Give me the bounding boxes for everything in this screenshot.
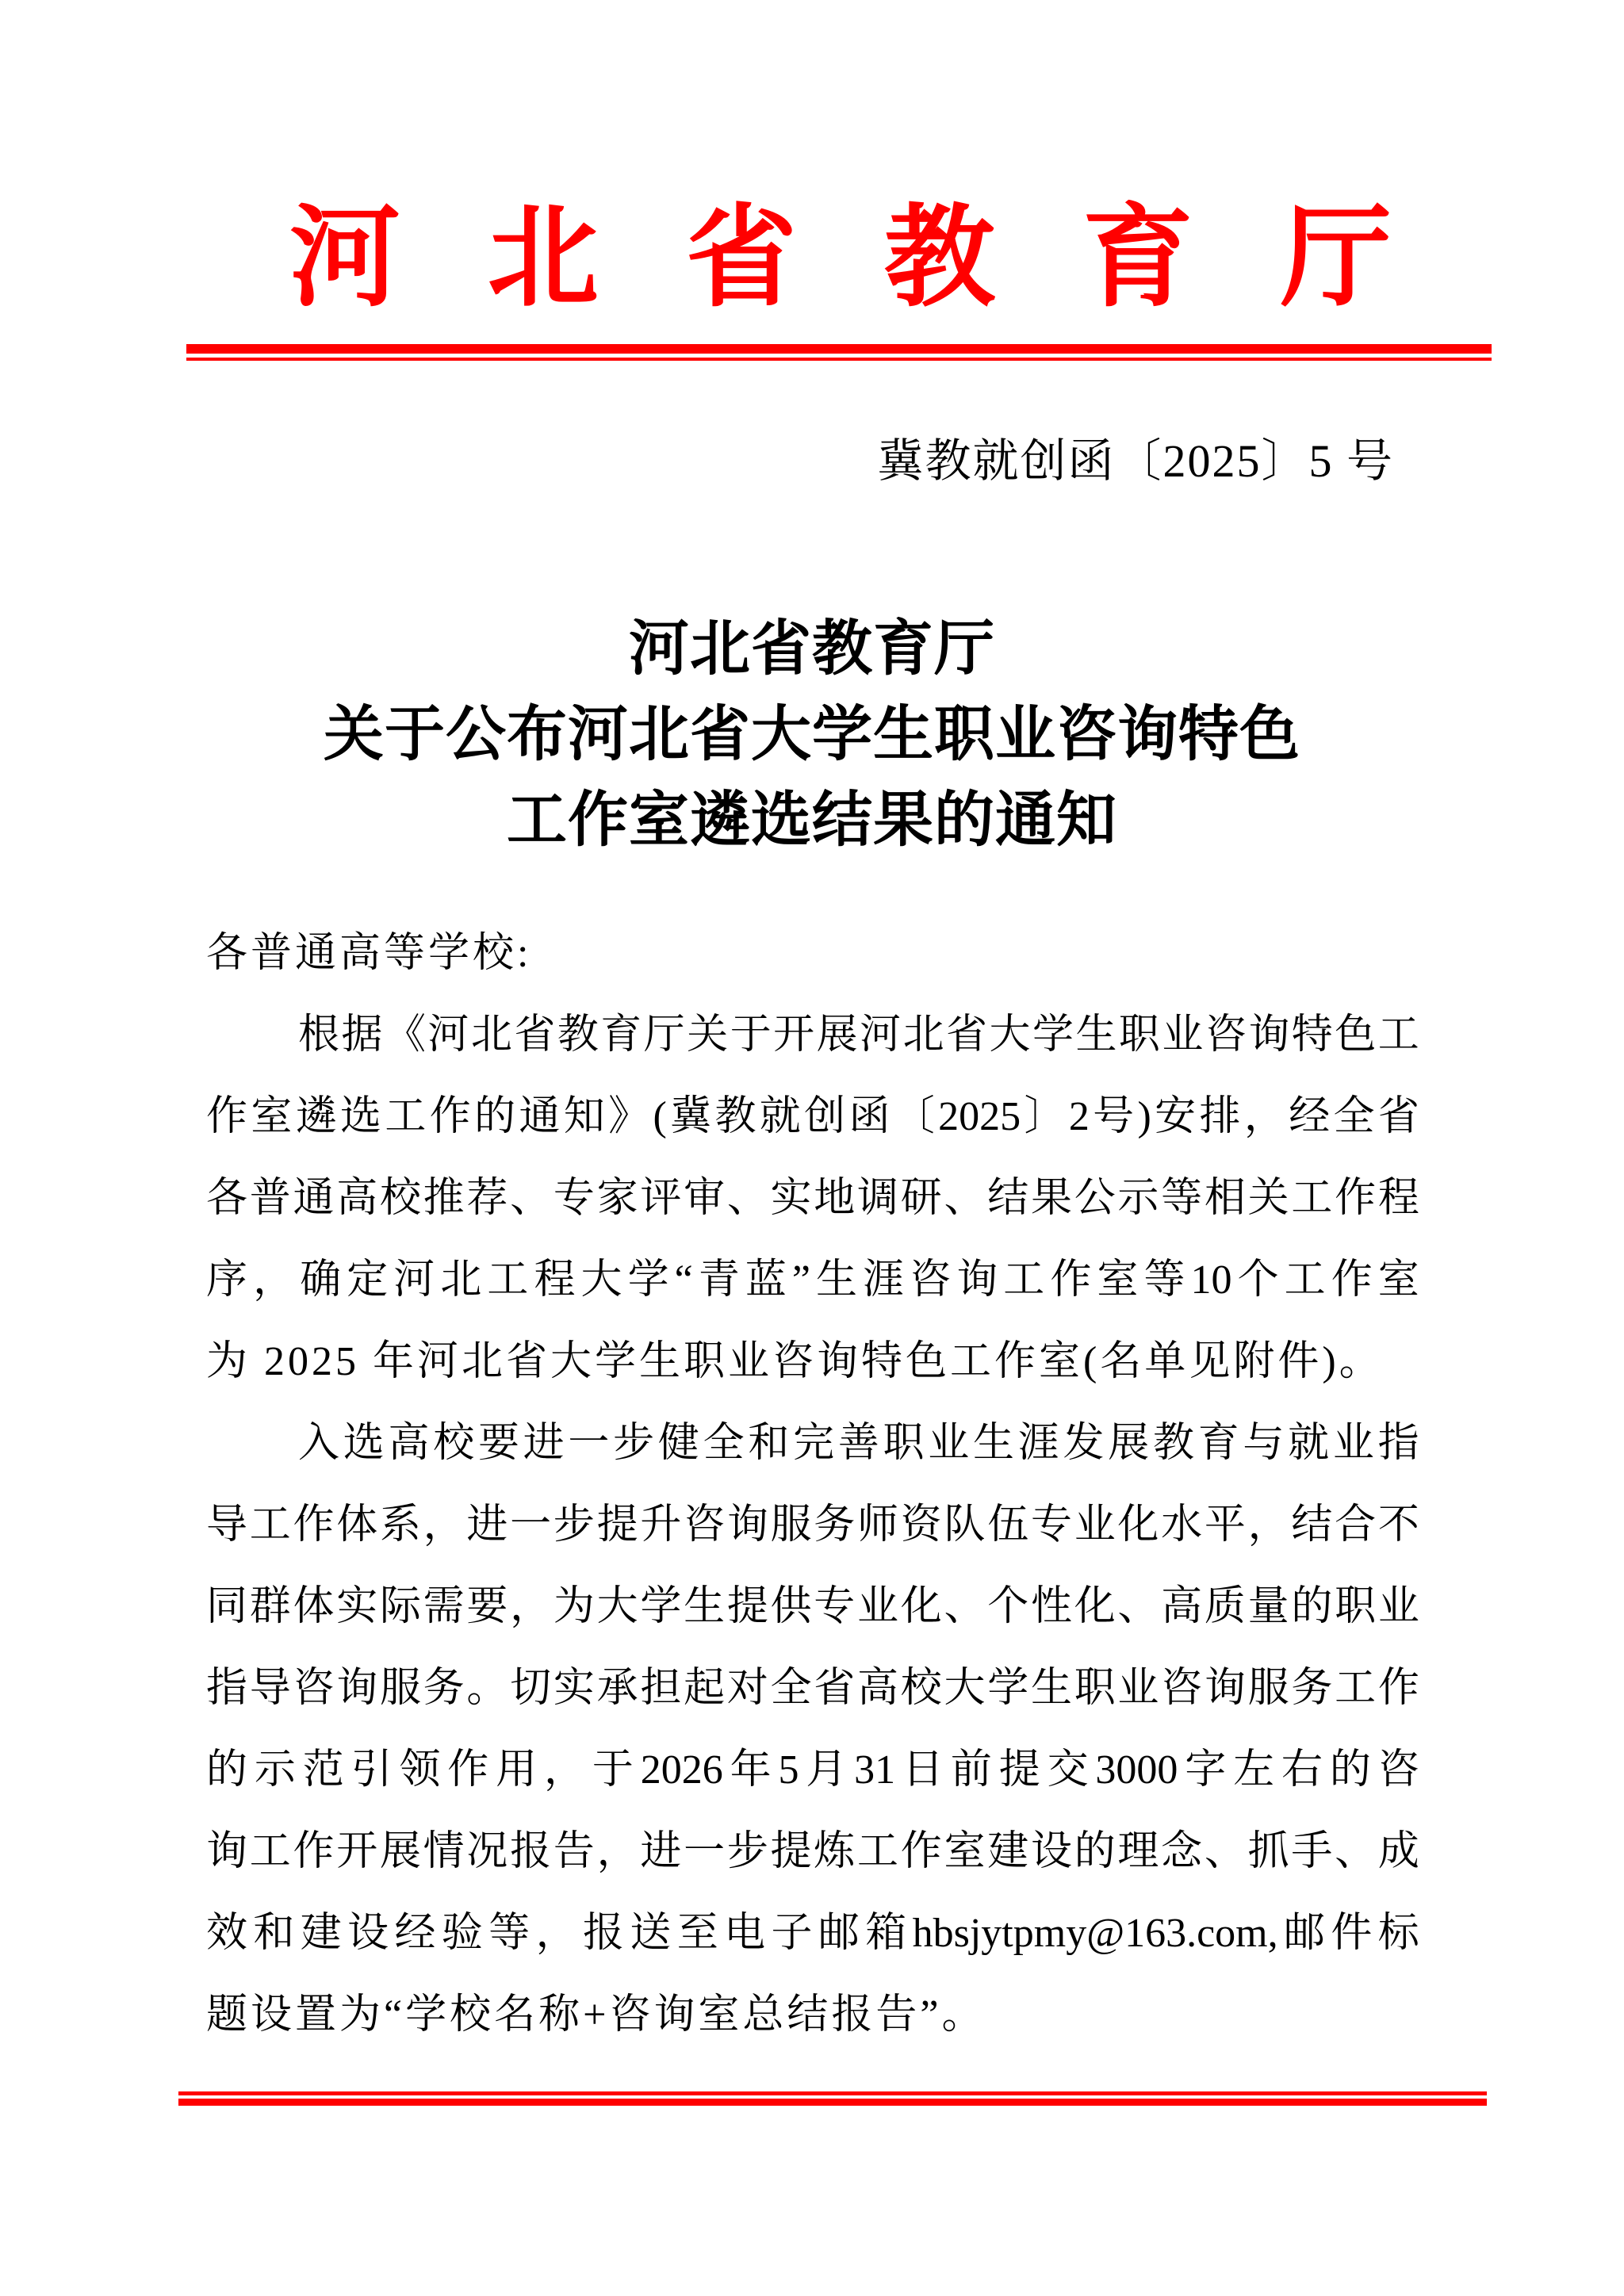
body-line: 序 ， 确 定 河 北 工 程 大 学 “ 青 蓝 ” 生 涯 咨 询 工 作 室 等 10 个 工 作 室 bbox=[206, 1257, 1419, 1303]
body-line: 导 工 作 体 系 ， 进 一 步 提 升 咨 询 服 务 师 资 队 伍 专 业 化 水 平 ， 结 合 不 bbox=[206, 1502, 1419, 1548]
body-line: 询 工 作 开 展 情 况 报 告 ， 进 一 步 提 炼 工 作 室 建 设 的 理 念 、 抓 手 、 成 bbox=[206, 1829, 1419, 1874]
salutation: 各普通高等学校: bbox=[206, 931, 532, 976]
body-line: 为 2025 年河北省大学生职业咨询特色工作室(名单见附件)。 bbox=[206, 1339, 1384, 1384]
body-line: 的 示 范 引 领 作 用 ， 于 2026 年 5 月 31 日 前 提 交 3000 字 左 右 的 咨 bbox=[206, 1747, 1419, 1793]
agency-header: 河 北 省 教 育 厅 bbox=[289, 197, 1392, 320]
header-divider-thin bbox=[186, 358, 1492, 361]
footer-divider-thin bbox=[178, 2091, 1487, 2095]
body-line: 同 群 体 实 际 需 要 ， 为 大 学 生 提 供 专 业 化 、 个 性 化 、 高 质 量 的 职 业 bbox=[206, 1584, 1419, 1629]
body-line: 题设置为“学校名称+咨询室总结报告”。 bbox=[206, 1992, 986, 2038]
title-line-3: 工作室遴选结果的通知 bbox=[507, 787, 1117, 854]
title-line-1: 河北省教育厅 bbox=[629, 616, 995, 683]
document-title bbox=[0, 607, 1624, 863]
body-line: 指 导 咨 询 服 务 。 切 实 承 担 起 对 全 省 高 校 大 学 生 职 业 咨 询 服 务 工 作 bbox=[206, 1666, 1419, 1711]
title-line-2: 关于公布河北省大学生职业咨询特色 bbox=[324, 702, 1300, 768]
body-line: 入 选 高 校 要 进 一 步 健 全 和 完 善 职 业 生 涯 发 展 教 育 与 就 业 指 bbox=[298, 1421, 1419, 1466]
body-line: 效 和 建 设 经 验 等 ， 报 送 至 电 子 邮 箱 hbsjytpmy@163.com, 邮 件 标 bbox=[206, 1911, 1419, 1956]
document-number: 冀教就创函〔2025〕5 号 bbox=[877, 435, 1394, 487]
header-divider-thick bbox=[186, 344, 1492, 354]
body-line: 根 据 《 河 北 省 教 育 厅 关 于 开 展 河 北 省 大 学 生 职 业 咨 询 特 色 工 bbox=[298, 1012, 1419, 1058]
document-body bbox=[206, 913, 1419, 2056]
body-line: 作 室 遴 选 工 作 的 通 知 》 ( 冀 教 就 创 函 〔 2025 〕 2 号 ) 安 排 ， 经 全 省 bbox=[206, 1094, 1419, 1139]
body-line: 各 普 通 高 校 推 荐 、 专 家 评 审 、 实 地 调 研 、 结 果 公 示 等 相 关 工 作 程 bbox=[206, 1176, 1419, 1221]
footer-divider-thick bbox=[178, 2099, 1487, 2106]
